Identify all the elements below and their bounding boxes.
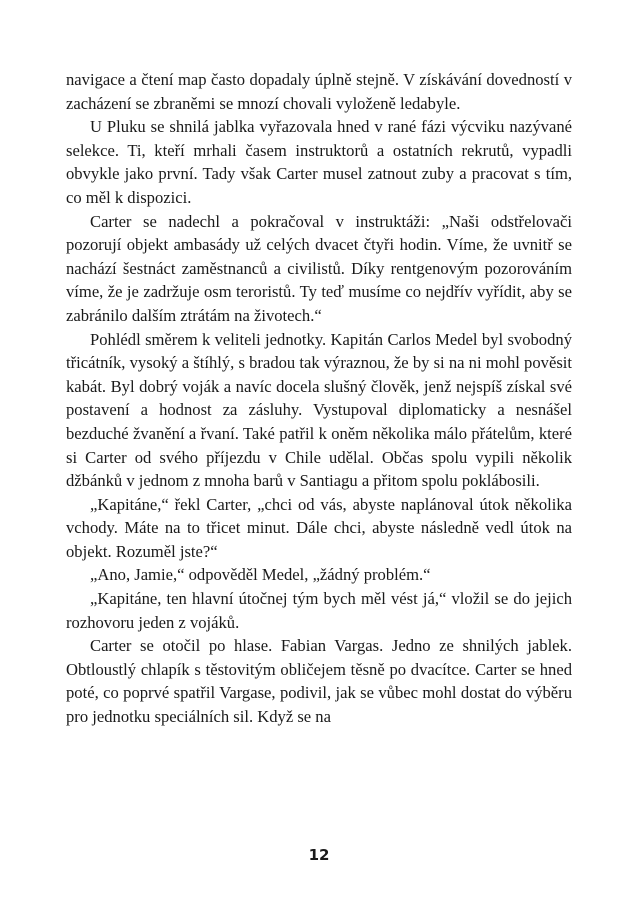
paragraph: Pohlédl směrem k veliteli jednotky. Kapitán Carlos Medel byl svobodný třicátník, vysoký a štíhlý, s bradou tak výraznou, že by si na ni mohl pověsit kabát. Byl dobrý voják a navíc docela slušný člověk, jenž nejspíš získal své postavení a hodnost za zásluhy. Vystupoval diplomaticky a nesnášel bezduché žvanění a řvaní. Také patřil k oněm několika málo přátelům, které si Carter od svého příjezdu v Chile udělal. Občas spolu vypili několik džbánků v jednom z mnoha barů v Santiagu a přitom spolu poklábosili. (66, 329, 572, 491)
page-body (66, 68, 572, 729)
paragraph: U Pluku se shnilá jablka vyřazovala hned v rané fázi výcviku nazývané selekce. Ti, kteří mrhali časem instruktorů a ostatních rekrutů, vypadli obvykle jako první. Tady však Carter musel zatnout zuby a pracovat s tím, co měl k dispozici. (66, 117, 572, 207)
paragraph: „Ano, Jamie,“ odpověděl Medel, „žádný problém.“ (90, 565, 431, 585)
paragraph: Carter se otočil po hlase. Fabian Vargas. Jedno ze shnilých jablek. Obtloustlý chlapík s těstovitým obličejem těsně po dvacítce. Carter se hned poté, co poprvé spatřil Vargase, podivil, jak se vůbec mohl dostat do výběru pro jednotku speciálních sil. Když se na (66, 636, 572, 727)
paragraph: „Kapitáne,“ řekl Carter, „chci od vás, abyste naplánoval útok několika vchody. Máte na to třicet minut. Dále chci, abyste následně vedl útok na objekt. Rozuměl jste?“ (66, 494, 572, 561)
paragraph: „Kapitáne, ten hlavní útočnej tým bych měl vést já,“ vložil se do jejich rozhovoru jeden z vojáků. (66, 589, 572, 632)
page-number: 12 (308, 846, 330, 864)
paragraph: Carter se nadechl a pokračoval v instruktáži: „Naši odstřelovači pozorují objekt ambasády už celých dvacet čtyři hodin. Víme, že uvnitř se nachází šestnáct zaměstnanců a civilistů. Díky rentgenovým pozorováním víme, že je zadržuje osm teroristů. Ty teď musíme co nejdřív vyřídit, aby se zabránilo dalším ztrátám na životech.“ (66, 211, 572, 325)
paragraph: navigace a čtení map často dopadaly úplně stejně. V získávání dovedností v zacházení se zbraněmi se mnozí chovali vyloženě ledabyle. (66, 70, 572, 113)
